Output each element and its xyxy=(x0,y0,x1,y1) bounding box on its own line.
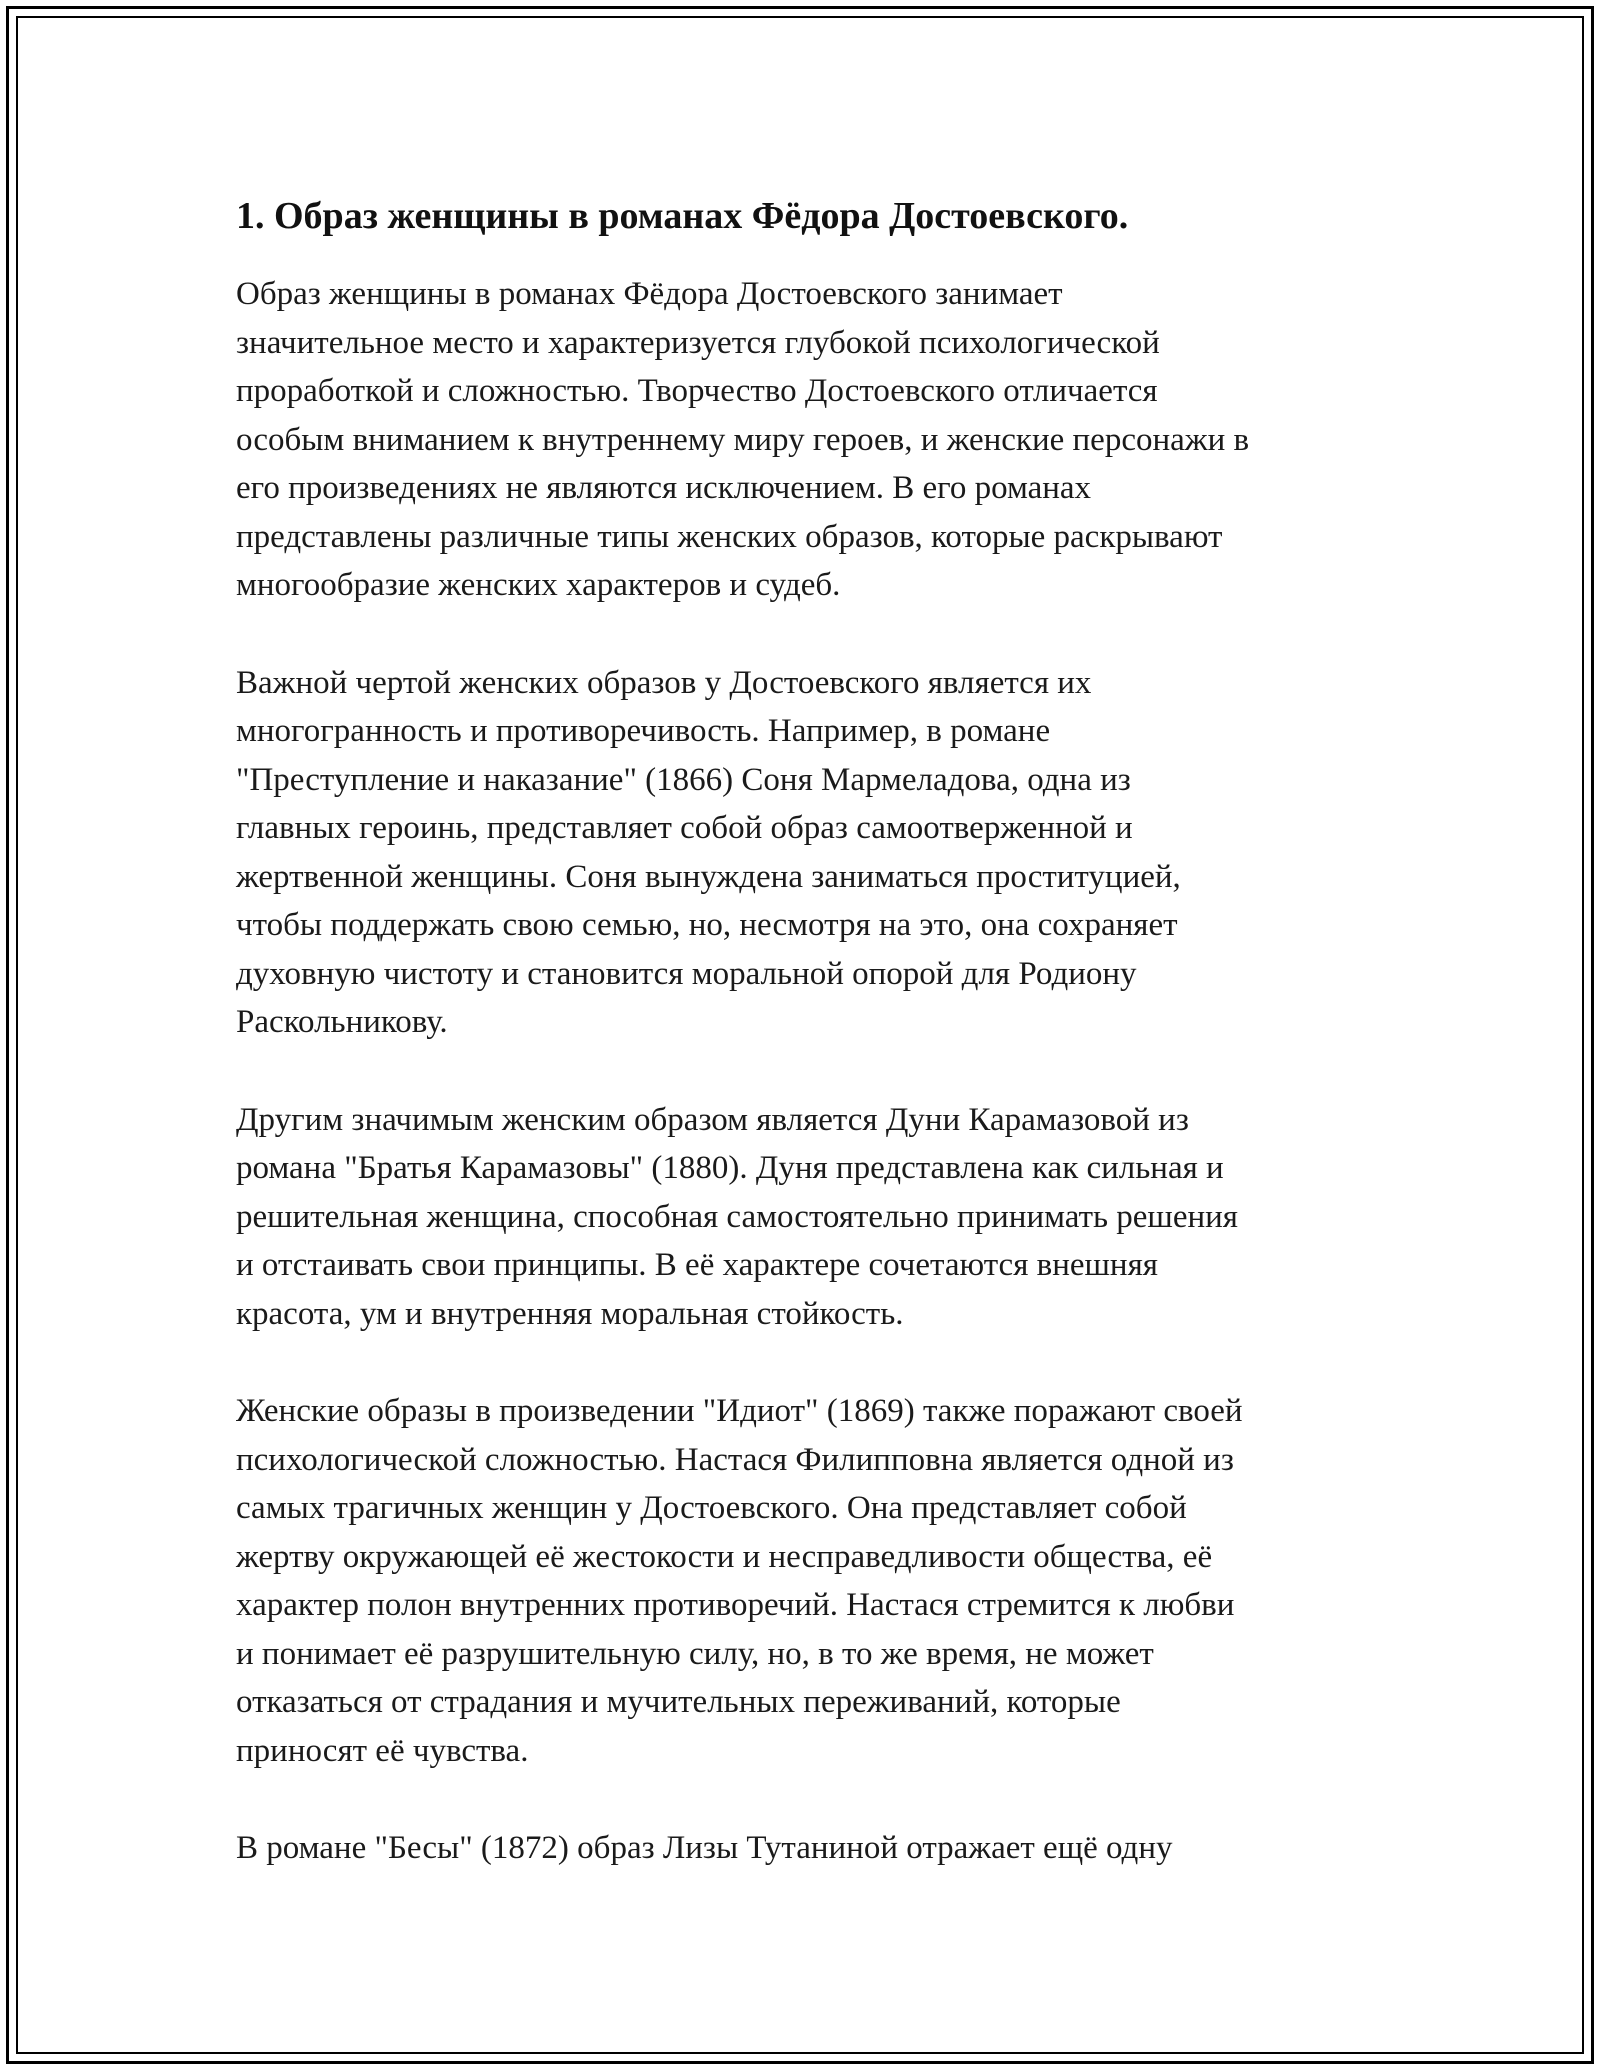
paragraph-intro: Образ женщины в романах Фёдора Достоевского занимает значительное место и характеризуется глубокой психологической проработкой и сложностью. Творчество Достоевского отличается особым вниманием к внутреннему миру героев, и женские персонажи в его произведениях не являются исключением. В его романах представлены различные типы женских образов, которые раскрывают многообразие женских характеров и судеб. xyxy=(236,276,1250,603)
document-title: 1. Образ женщины в романах Фёдора Достоевского. xyxy=(236,195,1129,237)
paragraph-sonya: Важной чертой женских образов у Достоевского является их многогранность и противоречивость. Например, в романе "Преступление и наказание" (1866) Соня Мармеладова, одна из главных героинь, представляет собой образ самоотверженной и жертвенной женщины. Соня вынуждена заниматься проституцией, чтобы поддержать свою семью, но, несмотря на это, она сохраняет духовную чистоту и становится моральной опорой для Родиону Раскольникову. xyxy=(236,664,1181,1040)
paragraph-dunya: Другим значимым женским образом является Дуни Карамазовой из романа "Братья Карамазовы" (1880). Дуня представлена как сильная и решительная женщина, способная самостоятельно принимать решения и отстаивать свои принципы. В её характере сочетаются внешняя красота, ум и внутренняя моральная стойкость. xyxy=(236,1101,1238,1332)
paragraph-liza: В романе "Бесы" (1872) образ Лизы Тутаниной отражает ещё одну xyxy=(236,1830,1173,1866)
document-body xyxy=(236,190,1376,1922)
paragraph-nastasya: Женские образы в произведении "Идиот" (1869) также поражают своей психологической сложностью. Настася Филипповна является одной из самых трагичных женщин у Достоевского. Она представляет собой жертву окружающей её жестокости и несправедливости общества, её характер полон внутренних противоречий. Настася стремится к любви и понимает её разрушительную силу, но, в то же время, не может отказаться от страдания и мучительных переживаний, которые приносят её чувства. xyxy=(236,1393,1243,1769)
